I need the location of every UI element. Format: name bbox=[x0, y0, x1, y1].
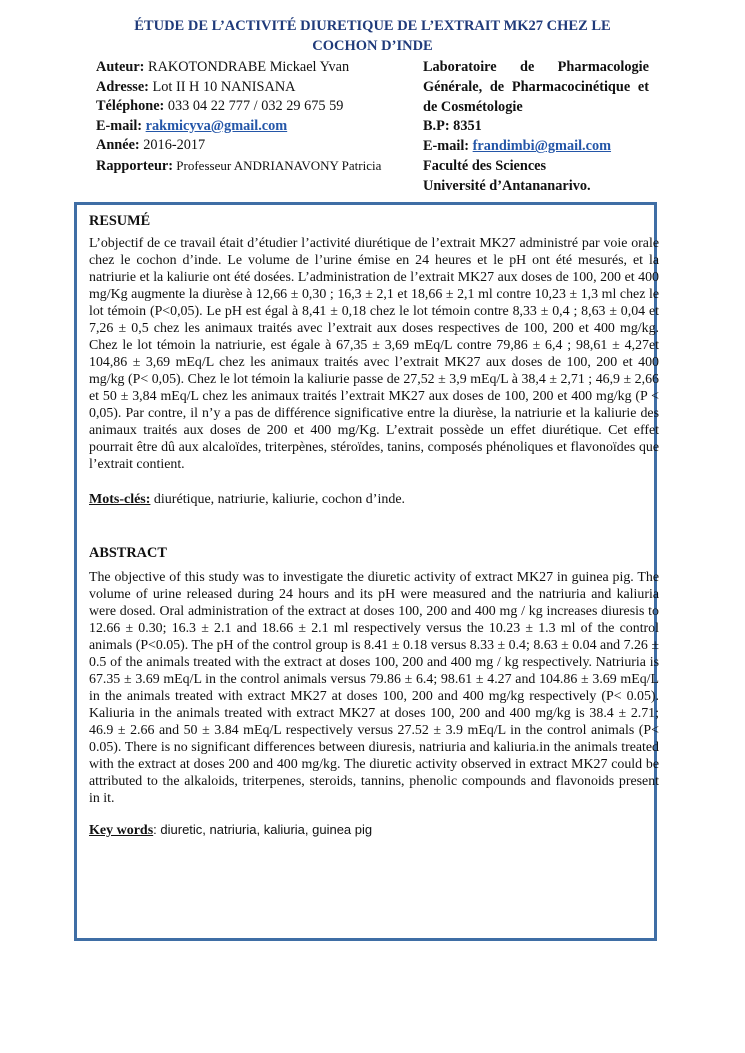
email-label: E-mail: bbox=[96, 117, 143, 134]
lab-university: Université d’Antananarivo. bbox=[423, 177, 591, 194]
phone-label: Téléphone: bbox=[96, 98, 165, 114]
abstract-keywords-label: Key words bbox=[89, 823, 154, 838]
rapporteur-label: Rapporteur: bbox=[96, 157, 174, 174]
email-row bbox=[96, 117, 416, 137]
resume-keywords bbox=[89, 491, 659, 509]
lab-email-row bbox=[423, 137, 649, 157]
author-label: Auteur: bbox=[96, 59, 145, 75]
year-row bbox=[96, 136, 416, 156]
summary-box bbox=[74, 202, 657, 941]
address-label: Adresse: bbox=[96, 78, 149, 95]
resume-text: L’objectif de ce travail était d’étudier l’activité diurétique de l’extrait MK27 administré par voie orale chez le cochon d’inde. Le volume de l’urine émise en 24 heures et le pH ont été mesurés, et la natriurie et la kaliurie ont été dosées. L’administration de l’extrait MK27 aux doses de 100, 200 et 400 mg/Kg augmente la diurèse à 12,66 ± 0,30 ; 16,3 ± 2,1 et 18,66 ± 2,1 ml contre 10,23 ± 1,3 ml chez le lot témoin (P<0,05). Le pH est égal à 8,41 ± 0,18 chez le lot témoin contre 8,33 ± 0,4 ; 8,63 ± 0,04 et 7,26 ± 0,5 chez les animaux traités avec l’extrait aux doses respectives de 100, 200 et 400 mg/kg. Chez le lot témoin la natriurie, est égale à 67,35 ± 3,69 mEq/L contre 79,86 ± 6,4 ; 98,61 ± 4,27et 104,86 ± 3,69 mEq/L chez les animaux traités avec l’extrait MK27 aux doses de 100, 200 et 400 mg/kg (P< 0,05). Chez le lot témoin la kaliurie passe de 27,52 ± 3,9 mEq/L à 38,4 ± 2,71 ; 46,9 ± 2,66 et 50 ± 3,84 mEq/L chez les animaux traités l’extrait MK27 aux doses de 100, 200 et 400 mg/kg (P < 0,05). Par contre, il n’y a pas de différence significative entre la diurèse, la natriurie et la kaliurie des animaux traités aux doses de 200 et 400 mg/Kg. L’extrait possède un effet diurétique. Cet effet pourrait être dû aux alcaloïdes, triterpènes, stéroïdes, tanins, composés phénoliques et flavonoïdes que l’extrait contient. bbox=[89, 236, 659, 472]
resume-keywords-label: Mots-clés: bbox=[89, 492, 151, 507]
lab-email-label: E-mail: bbox=[423, 138, 470, 155]
rapporteur-row bbox=[96, 156, 416, 177]
abstract-text: The objective of this study was to investigate the diuretic activity of extract MK27 in guinea pig. The volume of urine released during 24 hours and its pH were measured and the natriuria and kaliuria were dosed. Oral administration of the extract at doses 100, 200 and 400 mg / kg increases diuresis to 12.66 ± 0.30; 16.3 ± 2.1 and 18.66 ± 2.1 ml respectively versus the 10.23 ± 1.3 ml of the control animals (P<0.05). The pH of the control group is 8.41 ± 0.18 versus 8.33 ± 0.4; 8.63 ± 0.04 and 7.26 ± 0.5 of the animals treated with the extract at doses 100, 200 and 400 mg / kg respectively. Natriuria is 67.35 ± 3.69 mEq/L in the control animals versus 79.86 ± 6.4; 98.61 ± 4.27 and 104.86 ± 3.69 mEq/L in the animals treated with extract MK27 at doses 100, 200 and 400 mg/kg respectively (P< 0.05). Kaliuria in the animals treated with extract MK27 at doses 100, 200 and 400 mg/kg is 38.4 ± 2.71; 46.9 ± 2.66 and 50 ± 3.84 mEq/L respectively versus 27.52 ± 3.9 mEq/L in the control animals (P< 0.05). There is no significant differences between diuresis, natriuria and kaliuria.in the animals treated with the extract at doses 200 and 400 mg/kg. The diuretic activity observed in extract MK27 could be attributed to the alkaloids, triterpenes, steroids, tannins, phenolic compounds and flavonoids present in it. bbox=[89, 570, 659, 806]
rapporteur-value: Professeur ANDRIANAVONY Patricia bbox=[173, 157, 382, 173]
abstract-keywords bbox=[89, 821, 659, 840]
phone-row bbox=[96, 97, 416, 117]
lab-email-link[interactable]: frandimbi@gmail.com bbox=[472, 138, 612, 155]
abstract-keywords-value: : diuretic, natriuria, kaliuria, guinea pig bbox=[153, 822, 373, 837]
address-row bbox=[96, 78, 416, 98]
page-title: ÉTUDE DE L’ACTIVITÉ DIURETIQUE DE L’EXTRAIT MK27 CHEZ LE COCHON D’INDE bbox=[134, 18, 611, 54]
lab-block bbox=[423, 58, 649, 197]
summary-content bbox=[89, 211, 659, 840]
lab-line-2: Générale, de Pharmacocinétique et bbox=[423, 78, 649, 95]
phone-value: 033 04 22 777 / 032 29 675 59 bbox=[164, 98, 344, 114]
year-value: 2016-2017 bbox=[139, 137, 206, 153]
resume-keywords-value: diurétique, natriurie, kaliurie, cochon d’inde. bbox=[150, 492, 406, 507]
lab-line-3: de Cosmétologie bbox=[423, 98, 523, 115]
resume-heading: RESUMÉ bbox=[89, 213, 151, 229]
lab-bp: B.P: 8351 bbox=[423, 118, 482, 135]
author-email-link[interactable]: rakmicyva@gmail.com bbox=[145, 117, 288, 134]
year-label: Année: bbox=[96, 137, 140, 153]
lab-line-1: Laboratoire de Pharmacologie bbox=[423, 59, 649, 75]
author-name: RAKOTONDRABE Mickael Yvan bbox=[144, 59, 350, 75]
address-value: Lot II H 10 NANISANA bbox=[148, 78, 296, 95]
author-block bbox=[96, 58, 416, 176]
abstract-heading: ABSTRACT bbox=[89, 545, 167, 561]
author-row bbox=[96, 58, 416, 78]
lab-faculty: Faculté des Sciences bbox=[423, 157, 547, 174]
